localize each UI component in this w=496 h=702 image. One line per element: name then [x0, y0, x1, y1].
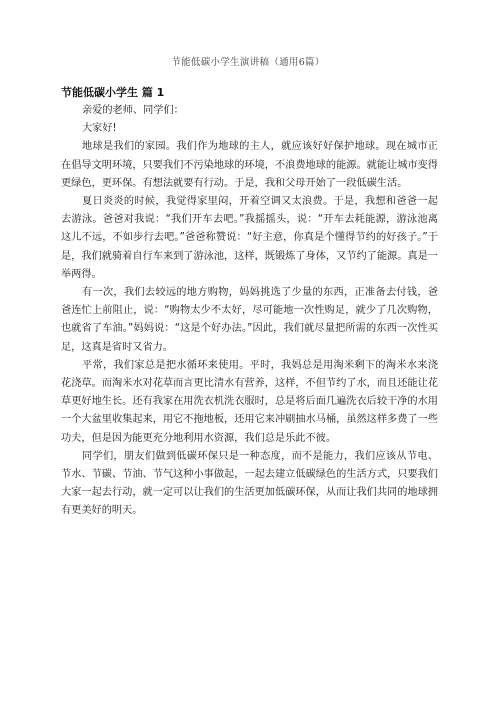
- document-body: [61, 84, 438, 521]
- paragraph-greeting: 大家好!: [82, 123, 117, 135]
- paragraph-body: 同学们，朋友们做到低碳环保只是一种态度，而不是能力，我们应该从节电、节水、节碳、节油、节气这种小事做起，一起去建立低碳绿色的生活方式，只要我们大家一起去行动，就一定可以让我们的生活更加低碳环保，从而让我们共同的地球拥有更美好的明天。: [61, 450, 438, 517]
- section-heading: 节能低碳小学生 篇 1: [61, 86, 165, 99]
- paragraph-body: 夏日炎炎的时候，我觉得家里闷，开着空调又太浪费。于是，我想和爸爸一起去游泳。爸爸对我说：“我们开车去吧。”我摇摇头，说：“开车去耗能源，游泳池离这儿不远，不如步行去吧。”爸爸称赞说：“好主意，你真是个懂得节约的好孩子。”于是，我们就骑着自行车来到了游泳池，这样，既锻炼了身体，又节约了能源。真是一举两得。: [61, 196, 438, 280]
- document-title: 节能低碳小学生演讲稿（通用6篇）: [171, 57, 325, 68]
- paragraph-salutation: 亲爱的老师、同学们：: [82, 105, 184, 116]
- paragraph-body: 有一次，我们去较远的地方购物，妈妈挑选了少量的东西，正准备去付钱，爸爸连忙上前阻止，说：“购物太少不太好，尽可能地一次性购足，就少了几次购物，也就省了车油。”妈妈说：“这是个好办法。”因此，我们就尽量把所需的东西一次性买足，这真是省时又省力。: [61, 287, 438, 353]
- paragraph-body: 地球是我们的家园。我们作为地球的主人，就应该好好保护地球。现在城市正在倡导文明环境，只要我们不污染地球的环境，不浪费地球的能源。就能让城市变得更绿色，更环保。有想法就要有行动。于是，我和父母开始了一段低碳生活。: [61, 141, 438, 189]
- paragraph-body: 平常，我们家总是把水循环来使用。平时，我妈总是用淘米剩下的淘米水来浇花浇草。而淘米水对花草而言更比清水有营养，这样，不但节约了水，而且还能让花草更好地生长。还有我家在用洗衣机洗衣服时，总是将后面几遍洗衣后较干净的水用一个大盆里收集起来，用它不拖地板，还用它来冲刷抽水马桶，虽然这样多费了一些功夫，但是因为能更充分地利用水资源，我们总是乐此不彼。: [61, 359, 438, 444]
